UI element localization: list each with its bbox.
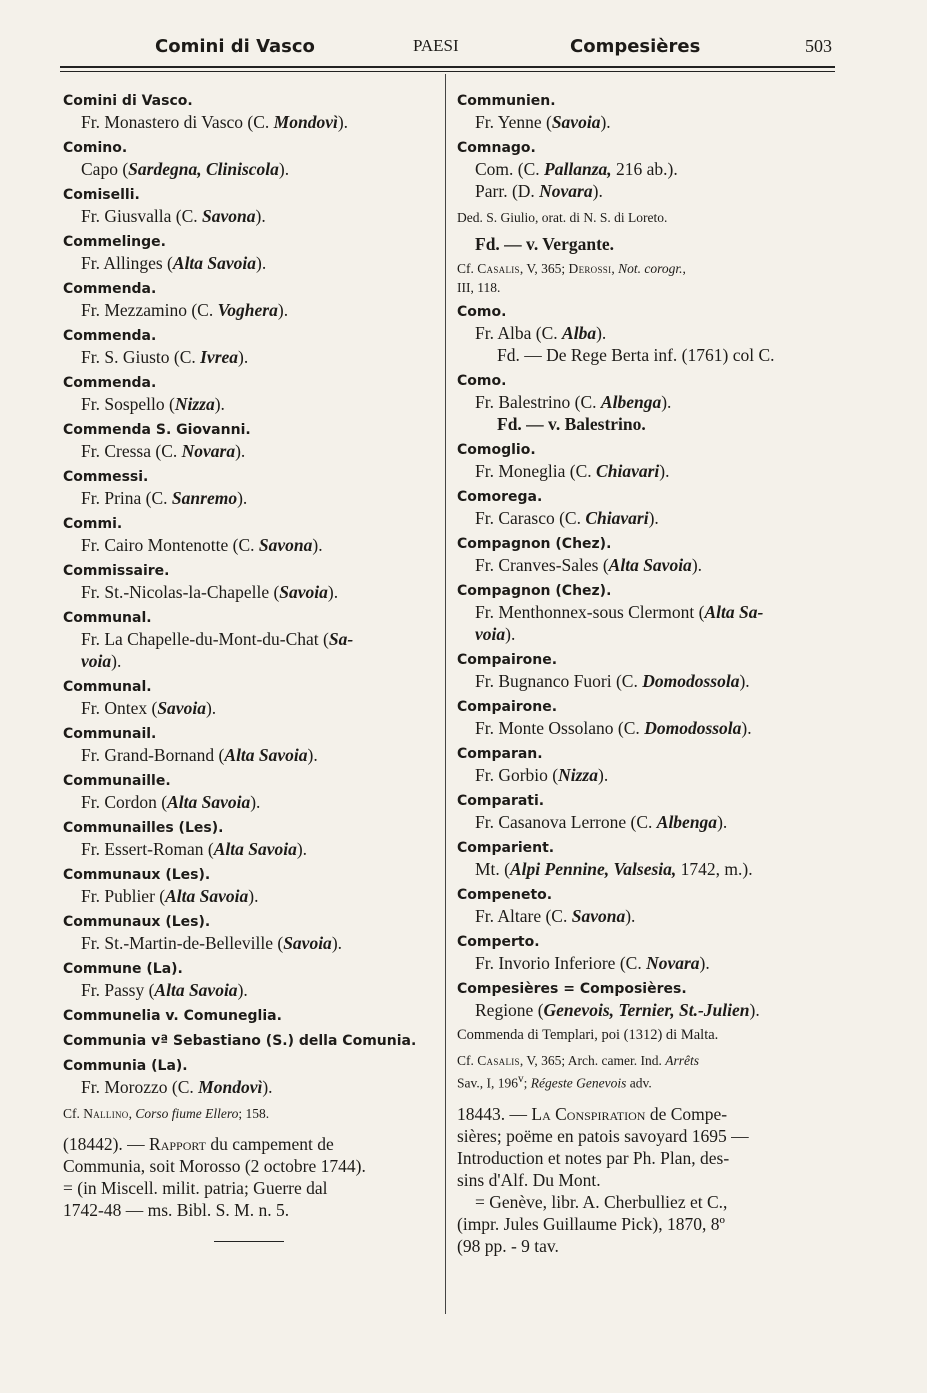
location-text: Fr. Ontex ( (81, 698, 158, 718)
entry-location (63, 252, 435, 274)
entry-headword: Communal. (63, 679, 152, 695)
entry (63, 913, 435, 954)
para-line: = (in Miscell. milit. patria; Guerre dal (63, 1178, 328, 1198)
entry-location (457, 717, 837, 739)
location-text: ). (262, 1077, 273, 1097)
entry (63, 1007, 435, 1026)
entry-location (457, 322, 837, 344)
note-text: , (682, 261, 686, 276)
entry (457, 92, 837, 133)
fd-line: Fd. — De Rege Berta inf. (1761) col C. (497, 345, 775, 365)
para-line: = Genève, libr. A. Cherbulliez et C., (475, 1191, 728, 1212)
note-author: Nallino (83, 1106, 129, 1121)
entry-location (457, 391, 837, 413)
note-text: III, 118. (457, 280, 501, 295)
entry-headword: Como. (457, 373, 507, 389)
location-text: ). (625, 906, 636, 926)
location-text: Fr. Prina (C. (81, 488, 172, 508)
location-text: Fr. Cairo Montenotte (C. (81, 535, 259, 555)
entry-headword: Commissaire. (63, 563, 170, 579)
entry-location (63, 697, 435, 719)
entry-headword: Comiselli. (63, 187, 140, 203)
entry-location (63, 440, 435, 462)
entry (63, 421, 435, 462)
entry (63, 139, 435, 180)
entry-headword: Comperto. (457, 934, 540, 950)
citation-note (63, 1104, 435, 1123)
location-text: ). (238, 347, 249, 367)
location-place: Pallanza, (544, 159, 612, 179)
location-place: Alta Savoia (165, 886, 249, 906)
entry-headword: Communia vª Sebastiano (S.) della Comunia. (63, 1033, 417, 1049)
entry (457, 651, 837, 692)
location-place: Mondovì (198, 1077, 263, 1097)
entry-headword: Communailles (Les). (63, 820, 224, 836)
location-place: Savoia (551, 112, 601, 132)
left-column (63, 92, 435, 1242)
note-title: Not. corogr. (618, 261, 683, 276)
location-text: Fr. Allinges ( (81, 253, 173, 273)
entry (63, 562, 435, 603)
citation-note (457, 259, 837, 297)
location-text: ). (307, 745, 318, 765)
entry-headword: Compagnon (Chez). (457, 583, 612, 599)
location-text: Fr. St.-Nicolas-la-Chapelle ( (81, 582, 280, 602)
right-column (457, 92, 837, 1257)
location-place: Chiavari (596, 461, 660, 481)
location-place: Alta Sa- (704, 602, 764, 622)
note-author: Casalis (477, 261, 520, 276)
note-text: Sav., I, 196 (457, 1075, 518, 1091)
location-text: ). (505, 624, 516, 644)
location-text: Fr. S. Giusto (C. (81, 347, 201, 367)
location-text: Fr. Cranves-Sales ( (475, 555, 609, 575)
location-text: Fr. Cordon ( (81, 792, 168, 812)
para-title: La Conspiration (531, 1103, 646, 1124)
note-text: ; (523, 1075, 531, 1091)
entry (63, 327, 435, 368)
entry (63, 725, 435, 766)
location-text: ). (598, 765, 609, 785)
location-place: Voghera (217, 300, 278, 320)
location-place: voia (81, 651, 112, 671)
fd-line: Fd. — v. Vergante. (475, 234, 615, 254)
entry-headword: Como. (457, 304, 507, 320)
location-text: Fr. Grand-Bornand ( (81, 745, 225, 765)
entry-location (457, 905, 837, 927)
entry-headword: Compeneto. (457, 887, 553, 903)
location-text: Fr. Monte Ossolano (C. (475, 718, 645, 738)
entry-location (457, 554, 837, 576)
entry (63, 92, 435, 133)
location-text: Fr. Mezzamino (C. (81, 300, 218, 320)
running-header (60, 34, 832, 62)
para-line: (98 pp. - 9 tav. (457, 1235, 559, 1256)
entry-headword: Comorega. (457, 489, 543, 505)
entry-location (457, 764, 837, 786)
para-title: Rapport (149, 1134, 206, 1154)
location-text: Fr. La Chapelle-du-Mont-du-Chat ( (81, 629, 329, 649)
location-text: Fr. Casanova Lerrone (C. (475, 812, 657, 832)
entry-headword: Commune (La). (63, 961, 183, 977)
entry (63, 280, 435, 321)
note-author: Derossi (568, 261, 612, 276)
entry (63, 233, 435, 274)
location-place: Savona (202, 206, 256, 226)
entry-headword: Communelia v. Comuneglia. (63, 1008, 282, 1024)
location-place: Alba (562, 323, 597, 343)
location-text: Fr. Altare (C. (475, 906, 572, 926)
entry (457, 980, 837, 1045)
location-text: Com. (C. (475, 159, 545, 179)
location-text: Fr. Alba (C. (475, 323, 563, 343)
location-text: ). (661, 392, 672, 412)
location-text: ). (235, 441, 246, 461)
location-place: Alta Savoia (224, 745, 308, 765)
entry-location (457, 460, 837, 482)
entry-headword: Communal. (63, 610, 152, 626)
location-text: ). (331, 933, 343, 953)
location-text: ). (659, 461, 670, 481)
para-line: sières; poëme en patois savoyard 1695 — (457, 1125, 749, 1146)
location-text: Mt. ( (475, 859, 510, 879)
entry-headword: Comnago. (457, 140, 536, 156)
entry (63, 1032, 435, 1051)
entry (457, 535, 837, 576)
location-text: Fr. Yenne ( (475, 112, 552, 132)
header-rule-thin (60, 71, 835, 72)
entry-location (63, 299, 435, 321)
location-text: ). (205, 698, 217, 718)
header-section: PAESI (413, 36, 459, 55)
entry (63, 609, 435, 672)
entry-location (63, 885, 435, 907)
location-place: Novara (646, 953, 700, 973)
location-text: ). (111, 651, 122, 671)
location-text: Fr. Passy ( (81, 980, 155, 1000)
entry-location (457, 623, 837, 645)
entry (63, 772, 435, 813)
location-text: Fr. Moneglia (C. (475, 461, 597, 481)
note-text: , V, 365; Arch. camer. Ind. (519, 1053, 666, 1068)
location-place: Chiavari (585, 508, 649, 528)
location-text: Fr. Invorio Inferiore (C. (475, 953, 647, 973)
location-place: Nizza (174, 394, 215, 414)
location-place: Genevois, Ternier, St.-Julien (543, 1000, 750, 1020)
entry (63, 468, 435, 509)
location-place: Mondovì (273, 112, 338, 132)
location-place: Savona (258, 535, 313, 555)
entry-headword: Comparient. (457, 840, 555, 856)
location-place: Sanremo (171, 488, 238, 508)
entry-location (63, 393, 435, 415)
entry-headword: Communien. (457, 93, 556, 109)
entry (457, 303, 837, 366)
entry (457, 582, 837, 645)
entry-headword: Communaux (Les). (63, 867, 211, 883)
location-text: Fr. Giusvalla (C. (81, 206, 203, 226)
para-line: sins d'Alf. Du Mont. (457, 1169, 601, 1190)
location-text: Regione ( (475, 1000, 544, 1020)
entry-headword: Communaux (Les). (63, 914, 211, 930)
entry-location (63, 534, 435, 556)
entry-headword: Commenda. (63, 281, 157, 297)
location-text: Fr. Gorbio ( (475, 765, 559, 785)
entry-location (63, 581, 435, 603)
location-text: ). (648, 508, 659, 528)
entry-headword: Commessi. (63, 469, 149, 485)
location-place: Albenga (656, 812, 718, 832)
location-place: Alta Savoia (154, 980, 238, 1000)
note-superscript: v (518, 1073, 524, 1085)
para-number: 18443. — (457, 1103, 532, 1124)
location-place: Alta Savoia (172, 253, 257, 273)
location-place: Alta Savoia (167, 792, 251, 812)
entry-headword: Compairone. (457, 652, 558, 668)
entry-headword: Comini di Vasco. (63, 93, 193, 109)
entry-headword: Comparan. (457, 746, 543, 762)
entry-location (457, 158, 837, 180)
location-place: Ivrea (200, 347, 239, 367)
para-line: Introduction et notes par Ph. Plan, des- (457, 1147, 730, 1168)
entry (457, 886, 837, 927)
note-title: Corso fiume Ellero (135, 1106, 239, 1121)
entry (63, 186, 435, 227)
location-text: ). (214, 394, 225, 414)
header-rule (60, 66, 835, 68)
entry-headword: Commenda. (63, 328, 157, 344)
location-text: 216 ab.). (611, 159, 678, 179)
location-text: ). (277, 300, 289, 320)
location-place: Novara (539, 181, 593, 201)
note-title: Arrêts (665, 1053, 699, 1068)
entry (63, 678, 435, 719)
location-text: ). (592, 181, 603, 201)
entry-headword: Communaille. (63, 773, 171, 789)
header-left-word: Comini di Vasco (155, 36, 315, 57)
location-text: Fr. St.-Martin-de-Belleville ( (81, 933, 284, 953)
entry (457, 372, 837, 435)
bibliographic-entry (457, 1103, 837, 1257)
entry-location (457, 952, 837, 974)
entry-location (63, 1076, 435, 1098)
location-place: Savoia (279, 582, 328, 602)
entry-headword: Compesières = Composières. (457, 981, 687, 997)
location-text: Fr. Publier ( (81, 886, 166, 906)
entry-headword: Commenda S. Giovanni. (63, 422, 251, 438)
location-text: ). (699, 953, 710, 973)
location-text: ). (596, 323, 607, 343)
location-text: ). (256, 253, 267, 273)
page-number: 503 (805, 36, 832, 56)
entry-location (63, 838, 435, 860)
entry-location (457, 180, 837, 202)
location-place: Sardegna, Cliniscola (128, 159, 279, 179)
entry-location (63, 487, 435, 509)
header-right-word: Compesières (570, 36, 701, 57)
entry-headword: Comparati. (457, 793, 545, 809)
entry-headword: Communail. (63, 726, 157, 742)
entry-location (63, 628, 435, 650)
location-place: Albenga (600, 392, 662, 412)
location-text: Fr. Cressa (C. (81, 441, 182, 461)
location-place: Alta Savoia (608, 555, 692, 575)
entry-headword: Commelinge. (63, 234, 166, 250)
location-text: ). (278, 159, 290, 179)
location-text: ). (237, 488, 248, 508)
citation-note (457, 1051, 837, 1093)
location-place: voia (475, 624, 506, 644)
entry-location (63, 111, 435, 133)
entry-headword: Commi. (63, 516, 123, 532)
location-text: ). (717, 812, 728, 832)
para-number: (18442). — (63, 1134, 150, 1154)
location-text: Parr. (D. (475, 181, 540, 201)
entry-location (457, 811, 837, 833)
note-text: ; 158. (238, 1106, 270, 1121)
location-text: ). (749, 1000, 760, 1020)
note-text: Cf. (457, 261, 478, 276)
entry-location (63, 932, 435, 954)
note-text: adv. (626, 1075, 652, 1091)
entry (63, 819, 435, 860)
location-text: ). (337, 112, 349, 132)
location-text: ). (296, 839, 308, 859)
entry-headword: Comino. (63, 140, 128, 156)
location-place: Savoia (283, 933, 332, 953)
entry (63, 515, 435, 556)
location-text: ). (255, 206, 266, 226)
entry-location (457, 858, 837, 880)
location-place: Savoia (157, 698, 206, 718)
entry-location (457, 601, 837, 623)
note-title: Régeste Genevois (530, 1075, 627, 1091)
note-text: , (128, 1106, 136, 1121)
entry-location (63, 650, 435, 672)
section-separator (214, 1241, 284, 1242)
commenda-note: Commenda di Templari, poi (1312) di Malta. (457, 1027, 719, 1043)
entry-location (63, 205, 435, 227)
dedication-note: Ded. S. Giulio, orat. di N. S. di Loreto. (457, 210, 668, 225)
entry-location (63, 744, 435, 766)
location-text: 1742, m.). (676, 859, 753, 879)
entry-headword: Commenda. (63, 375, 157, 391)
location-place: Domodossola (644, 718, 742, 738)
para-line (457, 1103, 837, 1125)
location-text: ). (312, 535, 323, 555)
location-text: ). (327, 582, 339, 602)
column-divider (445, 74, 446, 1314)
location-place: Alta Savoia (213, 839, 297, 859)
location-place: Novara (181, 441, 236, 461)
entry-headword: Compairone. (457, 699, 558, 715)
entry-location (457, 999, 837, 1021)
location-text: ). (250, 792, 261, 812)
location-text: ). (691, 555, 703, 575)
entry (457, 441, 837, 482)
para-text: de Compe- (645, 1103, 728, 1124)
entry (457, 792, 837, 833)
entry (457, 698, 837, 739)
entry (457, 839, 837, 880)
entry-headword: Compagnon (Chez). (457, 536, 612, 552)
entry (457, 488, 837, 529)
para-line: 1742-48 — ms. Bibl. S. M. n. 5. (63, 1200, 290, 1220)
entry-location (63, 346, 435, 368)
entry-location (63, 979, 435, 1001)
location-text: ). (739, 671, 750, 691)
entry (63, 1057, 435, 1098)
location-text: Fr. Balestrino (C. (475, 392, 601, 412)
para-line: Communia, soit Morosso (2 octobre 1744). (63, 1156, 366, 1176)
entry-location (63, 158, 435, 180)
location-text: Fr. Sospello ( (81, 394, 175, 414)
location-place: Nizza (558, 765, 598, 785)
entry-headword: Communia (La). (63, 1058, 188, 1074)
location-place: Sa- (328, 629, 354, 649)
entry (63, 960, 435, 1001)
entry (457, 745, 837, 786)
entry (63, 374, 435, 415)
para-line: (impr. Jules Guillaume Pick), 1870, 8º (457, 1213, 725, 1234)
location-text: ). (248, 886, 259, 906)
para-text: du campement de (206, 1134, 334, 1154)
location-place: Domodossola (642, 671, 740, 691)
entry (457, 139, 837, 202)
note-text: Cf. (457, 1053, 478, 1068)
location-text: Fr. Essert-Roman ( (81, 839, 214, 859)
location-text: Capo ( (81, 159, 129, 179)
entry-location (63, 791, 435, 813)
note-author: Casalis (477, 1053, 520, 1068)
location-text: Fr. Bugnanco Fuori (C. (475, 671, 643, 691)
location-place: Alpi Pennine, Valsesia, (510, 859, 677, 879)
note-text: Cf. (63, 1106, 84, 1121)
location-text: ). (741, 718, 752, 738)
location-text: ). (237, 980, 248, 1000)
fd-line: Fd. — v. Balestrino. (497, 414, 646, 434)
entry (63, 866, 435, 907)
location-text: Fr. Morozzo (C. (81, 1077, 199, 1097)
entry-location (457, 670, 837, 692)
entry-location (457, 111, 837, 133)
location-text: ). (600, 112, 611, 132)
entry-location (457, 507, 837, 529)
entry (457, 933, 837, 974)
bibliographic-entry (63, 1133, 435, 1221)
entry-headword: Comoglio. (457, 442, 536, 458)
location-text: Fr. Monastero di Vasco (C. (81, 112, 274, 132)
location-place: Savona (571, 906, 626, 926)
note-text: , V, 365; (519, 261, 569, 276)
para-line (63, 1133, 435, 1155)
note-text: , (611, 261, 619, 276)
location-text: Fr. Menthonnex-sous Clermont ( (475, 602, 705, 622)
location-text: Fr. Carasco (C. (475, 508, 586, 528)
